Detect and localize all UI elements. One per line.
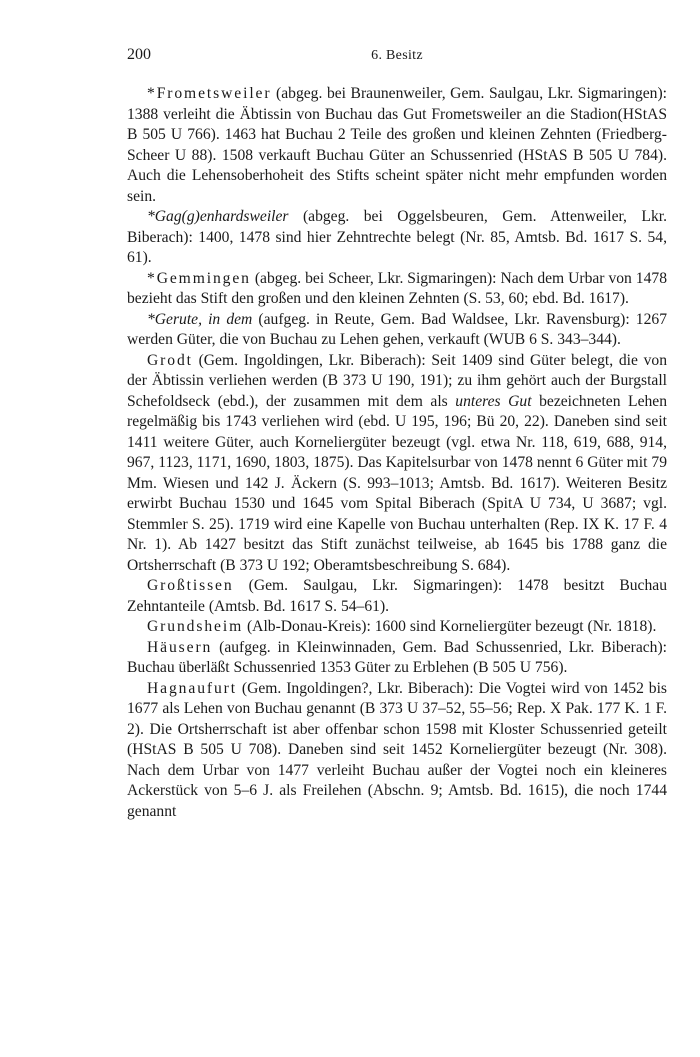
entry-text: (aufgeg. in Kleinwinnaden, Gem. Bad Schussenried, Lkr. Biberach): Buchau überläßt Schussenried 1353 Güter zu Erblehen (B 505 U 756). (127, 638, 667, 676)
entry-grosstissen (127, 576, 667, 617)
entry-text: (Alb-Donau-Kreis): 1600 sind Korneliergüter bezeugt (Nr. 1818). (243, 618, 657, 635)
entry-gerute (127, 310, 667, 351)
entry-text-continued: bezeichneten Lehen regelmäßig bis 1743 verliehen wird (ebd. U 195, 196; Bü 20, 22). Daneben sind seit 1411 weitere Güter, auch Korneliergüter bezeugt (vgl. etwa Nr. 118, 619, 688, 914, 967, 1123, 1171, 1690, 1803, 1875). Das Kapitelsurbar von 1478 nennt 6 Güter mit 79 Mm. Wiesen und 142 J. Äckern (S. 993–1013; Amtsb. Bd. 1617). Weiteren Besitz erwirbt Buchau 1530 und 1645 vom Spital Biberach (SpitA U 734, U 3687; vgl. Stemmler S. 25). 1719 wird eine Kapelle von Buchau unterhalten (Rep. IX K. 17 F. 4 Nr. 1). Ab 1427 besitzt das Stift zunächst teilweise, ab 1645 bis 1788 ganz die Ortsherrschaft (B 373 U 192; Oberamtsbeschreibung S. 684). (127, 392, 668, 574)
entry-text: (aufgeg. in Reute, Gem. Bad Waldsee, Lkr. Ravensburg): 1267 werden Güter, die von Buchau zu Lehen gehen, verkauft (WUB 6 S. 343–344). (127, 310, 667, 348)
entry-gaggenhardsweiler (127, 207, 667, 269)
entry-hagnaufurt (127, 679, 667, 823)
entry-haeusern (127, 638, 667, 679)
entry-text: (abgeg. bei Oggelsbeuren, Gem. Attenweiler, Lkr. Biberach): 1400, 1478 sind hier Zehntrechte belegt (Nr. 85, Amtsb. Bd. 1617 S. 54, 61). (127, 208, 667, 266)
place-name: *Gemmingen (147, 269, 251, 287)
place-name: Grodt (147, 351, 193, 369)
place-name: *Gag(g)enhardsweiler (147, 208, 289, 225)
entry-frometsweiler (127, 84, 667, 207)
entry-text: (abgeg. bei Braunenweiler, Gem. Saulgau, Lkr. Sigmaringen): 1388 verleiht die Äbtissin von Buchau das Gut Frometsweiler an die Stadion(HStAS B 505 U 766). 1463 hat Buchau 2 Teile des großen und kleinen Zehnten (Friedberg-Scheer U 88). 1508 verkauft Buchau Güter an Schussenried (HStAS B 505 U 784). Auch die Lehensoberhoheit des Stifts scheint später nicht mehr empfunden worden sein. (127, 85, 667, 205)
place-name: Großtissen (147, 577, 234, 594)
place-name: Grundsheim (147, 618, 244, 635)
place-name: *Gerute, in dem (147, 310, 253, 328)
entry-gemmingen (127, 269, 667, 310)
entry-grodt (127, 351, 667, 577)
entry-text: (Gem. Ingoldingen, Lkr. Biberach): Seit 1409 sind Güter belegt, die von der Äbtissin verliehen werden (B 373 U 190, 191); zu ihm gehört auch der Burgstall Schefoldseck (ebd.), der zusammen mit dem als (127, 351, 667, 410)
entry-grundsheim (127, 617, 667, 638)
text-body (127, 84, 667, 822)
running-head: 6. Besitz (371, 48, 423, 63)
place-name: Hagnaufurt (147, 679, 238, 697)
entry-text: (abgeg. bei Scheer, Lkr. Sigmaringen): Nach dem Urbar von 1478 bezieht das Stift den großen und den kleinen Zehnten (S. 53, 60; ebd. Bd. 1617). (127, 269, 667, 307)
place-name: *Frometsweiler (147, 85, 272, 102)
page-header (127, 46, 667, 70)
page-number: 200 (127, 46, 151, 63)
entry-text: (Gem. Saulgau, Lkr. Sigmaringen): 1478 besitzt Buchau Zehntanteile (Amtsb. Bd. 1617 S. 54–61). (127, 577, 667, 615)
place-name: Häusern (147, 638, 213, 656)
entry-text: (Gem. Ingoldingen?, Lkr. Biberach): Die Vogtei wird von 1452 bis 1677 als Lehen von Buchau genannt (B 373 U 37–52, 55–56; Rep. X Pak. 177 K. 1 F. 2). Die Ortsherrschaft ist aber offenbar schon 1598 mit Kloster Schussenried geteilt (HStAS B 505 U 708). Daneben sind seit 1452 Korneliergüter bezeugt (Nr. 308). Nach dem Urbar von 1477 verleiht Buchau außer der Vogtei noch ein kleineres Ackerstück von 5–6 J. als Freilehen (Abschn. 9; Amtsb. Bd. 1615), die noch 1744 genannt (127, 679, 667, 820)
entry-italic-term: unteres Gut (455, 392, 532, 410)
